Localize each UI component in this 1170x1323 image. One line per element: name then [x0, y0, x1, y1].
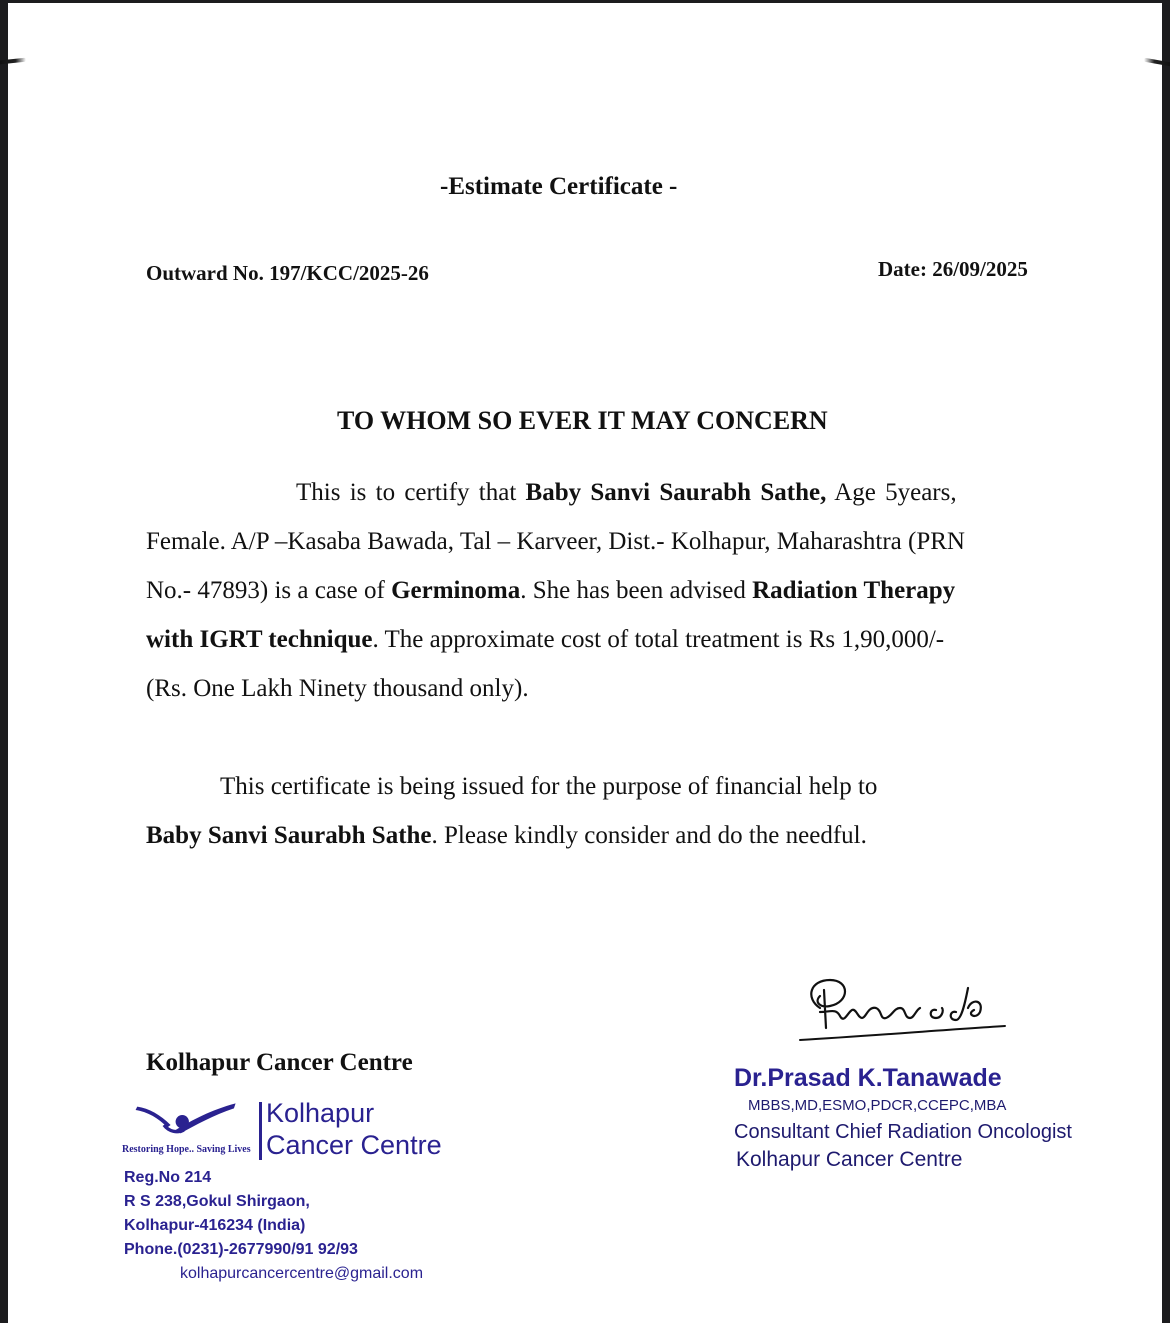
- paragraph-line: [146, 566, 1072, 615]
- paragraph-line: [146, 468, 1072, 517]
- text: . The approximate cost of total treatment is Rs 1,90,000/-: [372, 626, 945, 653]
- paragraph-line: (Rs. One Lakh Ninety thousand only).: [146, 675, 529, 702]
- signatory-block: [734, 1062, 1072, 1174]
- text: . She has been advised: [520, 577, 753, 604]
- signatory-designation: Consultant Chief Radiation Oncologist: [734, 1121, 1072, 1143]
- salutation-heading: TO WHOM SO EVER IT MAY CONCERN: [337, 406, 828, 435]
- stamp-reg-no: Reg.No 214: [124, 1169, 212, 1186]
- paragraph-line: [146, 615, 1072, 664]
- stamp-address-line2: Kolhapur-416234 (India): [124, 1217, 306, 1234]
- organization-stamp: [120, 1098, 480, 1286]
- stamp-header: [120, 1098, 480, 1166]
- swan-logo-icon: [126, 1100, 246, 1140]
- diagnosis: Germinoma: [391, 577, 521, 604]
- document-date: Date: 26/09/2025: [878, 257, 1028, 281]
- document-title: -Estimate Certificate -: [440, 173, 678, 200]
- stamp-brand-line2: Cancer Centre: [266, 1130, 442, 1160]
- text: This certificate is being issued for the purpose of financial help to: [220, 773, 878, 800]
- stamp-email: kolhapurcancercentre@gmail.com: [180, 1265, 424, 1282]
- stamp-divider: [259, 1102, 262, 1160]
- patient-name: Baby Sanvi Saurabh Sathe: [146, 822, 432, 849]
- purpose-paragraph: [146, 762, 1072, 860]
- outward-number: Outward No. 197/KCC/2025-26: [146, 261, 429, 285]
- paragraph-line: Female. A/P –Kasaba Bawada, Tal – Karveer, Dist.- Kolhapur, Maharashtra (PRN: [146, 528, 965, 555]
- signatory-qualifications: MBBS,MD,ESMO,PDCR,CCEPC,MBA: [748, 1097, 1007, 1114]
- stamp-details: [120, 1166, 480, 1286]
- stamp-phone: Phone.(0231)-2677990/91 92/93: [124, 1241, 358, 1258]
- text: This is to certify that: [296, 479, 526, 506]
- text: Age 5years,: [826, 479, 957, 506]
- stamp-brand-line1: Kolhapur: [266, 1098, 375, 1128]
- signatory-name: Dr.Prasad K.Tanawade: [734, 1064, 1002, 1092]
- stamp-tagline: Restoring Hope.. Saving Lives: [122, 1144, 251, 1155]
- organization-name: Kolhapur Cancer Centre: [146, 1049, 413, 1076]
- technique: with IGRT technique: [146, 626, 373, 653]
- text: . Please kindly consider and do the needful.: [431, 822, 867, 849]
- paragraph-line: [146, 811, 1072, 860]
- treatment: Radiation Therapy: [752, 577, 956, 604]
- signatory-organization: Kolhapur Cancer Centre: [736, 1148, 963, 1171]
- patient-name: Baby Sanvi Saurabh Sathe,: [525, 479, 827, 506]
- text: No.- 47893) is a case of: [146, 577, 392, 604]
- paragraph-line: [146, 762, 1072, 811]
- stamp-address-line1: R S 238,Gokul Shirgaon,: [124, 1193, 310, 1210]
- signature-icon: [790, 968, 1030, 1053]
- certification-paragraph: [146, 468, 1072, 713]
